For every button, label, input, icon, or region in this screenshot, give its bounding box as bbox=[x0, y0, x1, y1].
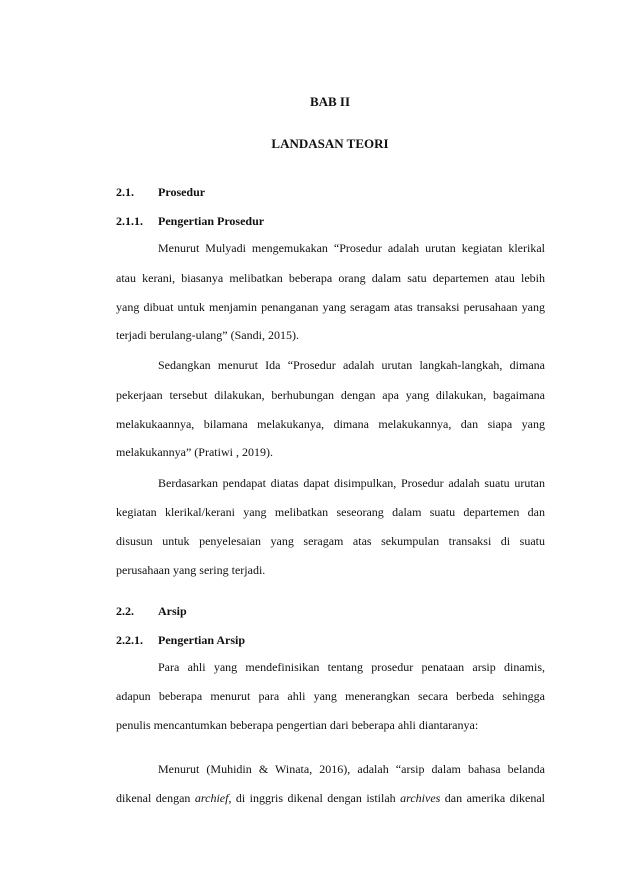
paragraph-line: perusahaan yang sering terjadi. bbox=[116, 563, 266, 577]
section-title: Prosedur bbox=[158, 185, 206, 199]
subsection-number: 2.1.1. bbox=[116, 214, 143, 228]
subsection-title: Pengertian Prosedur bbox=[158, 214, 265, 228]
chapter-title: LANDASAN TEORI bbox=[271, 136, 389, 151]
text-run: dan amerika dikenal bbox=[440, 791, 545, 805]
section-heading-arsip bbox=[116, 604, 187, 619]
text-run: dikenal dengan bbox=[116, 791, 195, 805]
paragraph-line: adapun beberapa menurut para ahli yang menerangkan secara berbeda sehingga bbox=[116, 689, 545, 703]
section-title: Arsip bbox=[158, 604, 187, 618]
chapter-number: BAB II bbox=[309, 94, 351, 109]
paragraph-line: penulis mencantumkan beberapa pengertian dari beberapa ahli diantaranya: bbox=[116, 718, 479, 732]
paragraph-line: yang dibuat untuk menjamin penanganan yang seragam atas transaksi perusahaan yang bbox=[116, 300, 545, 314]
text-run: , di inggris dikenal dengan istilah bbox=[228, 791, 401, 805]
section-number: 2.2. bbox=[116, 604, 134, 618]
paragraph-line: terjadi berulang-ulang” (Sandi, 2015). bbox=[116, 328, 299, 342]
section-heading-prosedur bbox=[116, 185, 205, 200]
paragraph-line: Menurut (Muhidin & Winata, 2016), adalah “arsip dalam bahasa belanda bbox=[158, 762, 545, 776]
paragraph-line: Menurut Mulyadi mengemukakan “Prosedur adalah urutan kegiatan klerikal bbox=[158, 241, 545, 255]
italic-term: archives bbox=[400, 791, 441, 805]
subsection-heading-pengertian-arsip bbox=[116, 633, 245, 648]
paragraph-line: pekerjaan tersebut dilakukan, berhubungan dengan apa yang dilakukan, bagaimana bbox=[116, 388, 545, 402]
paragraph-line: disusun untuk penyelesaian yang seragam atas sekumpulan transaksi di suatu bbox=[116, 534, 545, 548]
paragraph-line: atau kerani, biasanya melibatkan beberapa orang dalam satu departemen atau lebih bbox=[116, 271, 545, 285]
paragraph-line: melakukaannya, bilamana melakukanya, dimana melakukannya, dan siapa yang bbox=[116, 417, 545, 431]
paragraph-line: Berdasarkan pendapat diatas dapat disimpulkan, Prosedur adalah suatu urutan bbox=[158, 476, 545, 490]
paragraph-line: kegiatan klerikal/kerani yang melibatkan seseorang dalam suatu departemen dan bbox=[116, 505, 545, 519]
italic-term: archief bbox=[194, 791, 229, 805]
subsection-heading-pengertian-prosedur bbox=[116, 214, 264, 229]
subsection-number: 2.2.1. bbox=[116, 633, 143, 647]
section-number: 2.1. bbox=[116, 185, 134, 199]
subsection-title: Pengertian Arsip bbox=[158, 633, 245, 647]
paragraph-line bbox=[116, 791, 545, 805]
paragraph-line: Sedangkan menurut Ida “Prosedur adalah urutan langkah-langkah, dimana bbox=[158, 358, 545, 372]
paragraph-line: melakukannya” (Pratiwi , 2019). bbox=[116, 445, 273, 459]
paragraph-line: Para ahli yang mendefinisikan tentang prosedur penataan arsip dinamis, bbox=[158, 660, 545, 674]
